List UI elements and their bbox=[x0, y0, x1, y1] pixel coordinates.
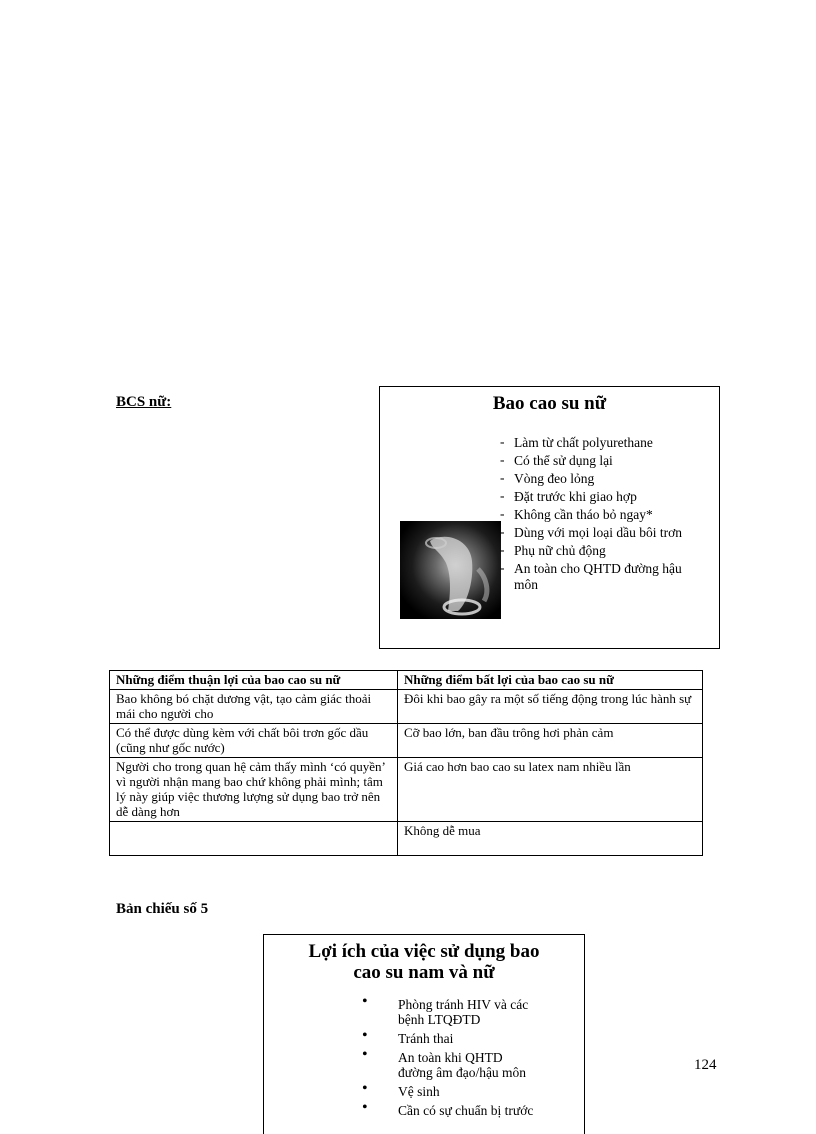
table-cell bbox=[110, 822, 398, 856]
page-number: 124 bbox=[694, 1057, 717, 1073]
slide-title-line: cao su nam và nữ bbox=[353, 962, 495, 983]
list-item: - Phụ nữ chủ động bbox=[498, 543, 698, 559]
list-item: - An toàn cho QHTD đường hậu môn bbox=[498, 561, 698, 593]
pros-cons-table bbox=[109, 670, 703, 856]
header-advantages: Những điểm thuận lợi của bao cao su nữ bbox=[110, 671, 398, 690]
table-cell: Bao không bó chặt dương vật, tạo cảm giác thoải mái cho người cho bbox=[110, 690, 398, 724]
header-disadvantages: Những điểm bất lợi của bao cao su nữ bbox=[398, 671, 703, 690]
table-cell: Cỡ bao lớn, ban đầu trông hơi phản cảm bbox=[398, 724, 703, 758]
list-item: - Không cần tháo bỏ ngay* bbox=[498, 507, 698, 523]
table-row bbox=[110, 724, 703, 758]
list-item: • Vệ sinh bbox=[356, 1084, 536, 1099]
table-cell: Giá cao hơn bao cao su latex nam nhiều lần bbox=[398, 758, 703, 822]
list-item: • An toàn khi QHTD đường âm đạo/hậu môn bbox=[356, 1050, 536, 1080]
slide-title: Bao cao su nữ bbox=[492, 393, 607, 414]
list-item: - Vòng đeo lỏng bbox=[498, 471, 698, 487]
list-item: - Có thể sử dụng lại bbox=[498, 453, 698, 469]
list-item: - Làm từ chất polyurethane bbox=[498, 435, 698, 451]
section-heading: BCS nữ: bbox=[116, 394, 172, 410]
table-cell: Người cho trong quan hệ cảm thấy mình ‘có quyền’ vì người nhận mang bao chứ không phải mình; tâm lý này giúp việc thương lượng sử dụng bao trở nên dễ dàng hơn bbox=[110, 758, 398, 822]
table-cell: Có thể được dùng kèm với chất bôi trơn gốc dầu (cũng như gốc nước) bbox=[110, 724, 398, 758]
list-item: - Đặt trước khi giao hợp bbox=[498, 489, 698, 505]
slide-bullet-list bbox=[498, 435, 698, 595]
slide-bullet-list bbox=[356, 997, 536, 1122]
list-item: • Cần có sự chuẩn bị trước bbox=[356, 1103, 536, 1118]
slide-condom-benefits bbox=[263, 934, 585, 1134]
table-row bbox=[110, 822, 703, 856]
slide-title-line: Lợi ích của việc sử dụng bao bbox=[308, 941, 540, 962]
slide-female-condom bbox=[379, 386, 720, 649]
condom-image-icon bbox=[400, 521, 501, 619]
handout-label: Bản chiếu số 5 bbox=[116, 901, 209, 917]
list-item: - Dùng với mọi loại dầu bôi trơn bbox=[498, 525, 698, 541]
slide-title bbox=[264, 941, 584, 983]
table-cell: Đôi khi bao gây ra một số tiếng động trong lúc hành sự bbox=[398, 690, 703, 724]
list-item: • Tránh thai bbox=[356, 1031, 536, 1046]
table-cell: Không dễ mua bbox=[398, 822, 703, 856]
female-condom-photo bbox=[400, 521, 501, 619]
list-item: • Phòng tránh HIV và các bệnh LTQĐTD bbox=[356, 997, 536, 1027]
table-header-row bbox=[110, 671, 703, 690]
table-row bbox=[110, 690, 703, 724]
table-row bbox=[110, 758, 703, 822]
